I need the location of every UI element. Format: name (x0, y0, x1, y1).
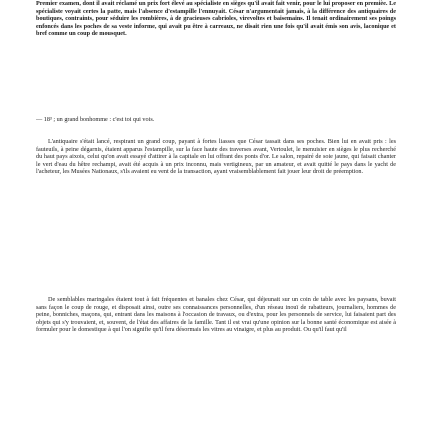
paragraph-bottom-1: De semblables maringales étaient tout à fait fréquentes et banales chez César, qui déjeunait sur un coin de table avec les paysans, buvait sans façon le coup de rouge, et disposait ainsi, outre ses connaissances personnelles, d'un réseau inouï de rabatteurs, journaliers, hommes de peine, bonniches, maçons, qui, entrant dans les maisons à l'occasion de travaux, ou d'extra, pour les personnels de service, lui faisaient part des objets qui s'y trouvaient, et, souvent, de l'état des affaires de la famille. Tant il est vrai qu'une opinion sur la bonne santé économique est aisée à formuler pour le domestique à qui l'on signifie qu'il fera désormais les vitres au vinaigre, et plus au produit. Ou qu'il faut qu'il (36, 296, 396, 334)
separator-line: — 18³ ; un grand bonhomme : c'est toi qui vois. (36, 116, 155, 123)
document-page (36, 0, 396, 433)
top-text-block (36, 0, 396, 38)
middle-text-block (36, 138, 396, 176)
paragraph-middle-1: L'antiquaire s'était lancé, respirant un grand coup, payant à fortes liasses que César tassait dans ses poches. Bien lui en avait pris : les fauteuils, à peine dégarnis, étaient apparus l'estampille, sur la face haute des traverses avant, Vertoulet, le menuisier en sièges le plus recherché du haut pays aixois, celui qu'on avait essayé d'attirer à la capitale en lui offrant des ponts d'or. Le salon, repairé de soie jaune, qui faisait chanter le vert d'eau du hêtre rechampi, avait été acquis à un prix inconnu, mais vertigineux, par un amateur, et avait quitté le pays dans le yacht de l'acheteur, les Musées Nationaux, s'ils avaient eu vent de la transaction, ayant vraisemblablement fait jouer leur droit de préemption. (36, 138, 396, 176)
paragraph-top-1: Premier examen, dont il avait réclamé un prix fort élevé au spécialiste en sièges qu'il avait fait venir, pour le lui proposer en premièe. Le spécialiste voyait certes la patte, mais l'absence d'estampille l'ennuyait. César n'argumentait jamais, à la différence des antiquaires de boutiques, contraints, pour séduire les rombières, à de gracieuses cabrioles, virevoltes et baisemains. Il tenait ordinairement ses poings enfoncés dans les poches de sa veste informe, qui avait pu être à carreaux, ne disait rien une fois qu'il avait émis son avis, laconique et bref comme un coup de mousquet. (36, 0, 396, 38)
bottom-text-block (36, 296, 396, 334)
